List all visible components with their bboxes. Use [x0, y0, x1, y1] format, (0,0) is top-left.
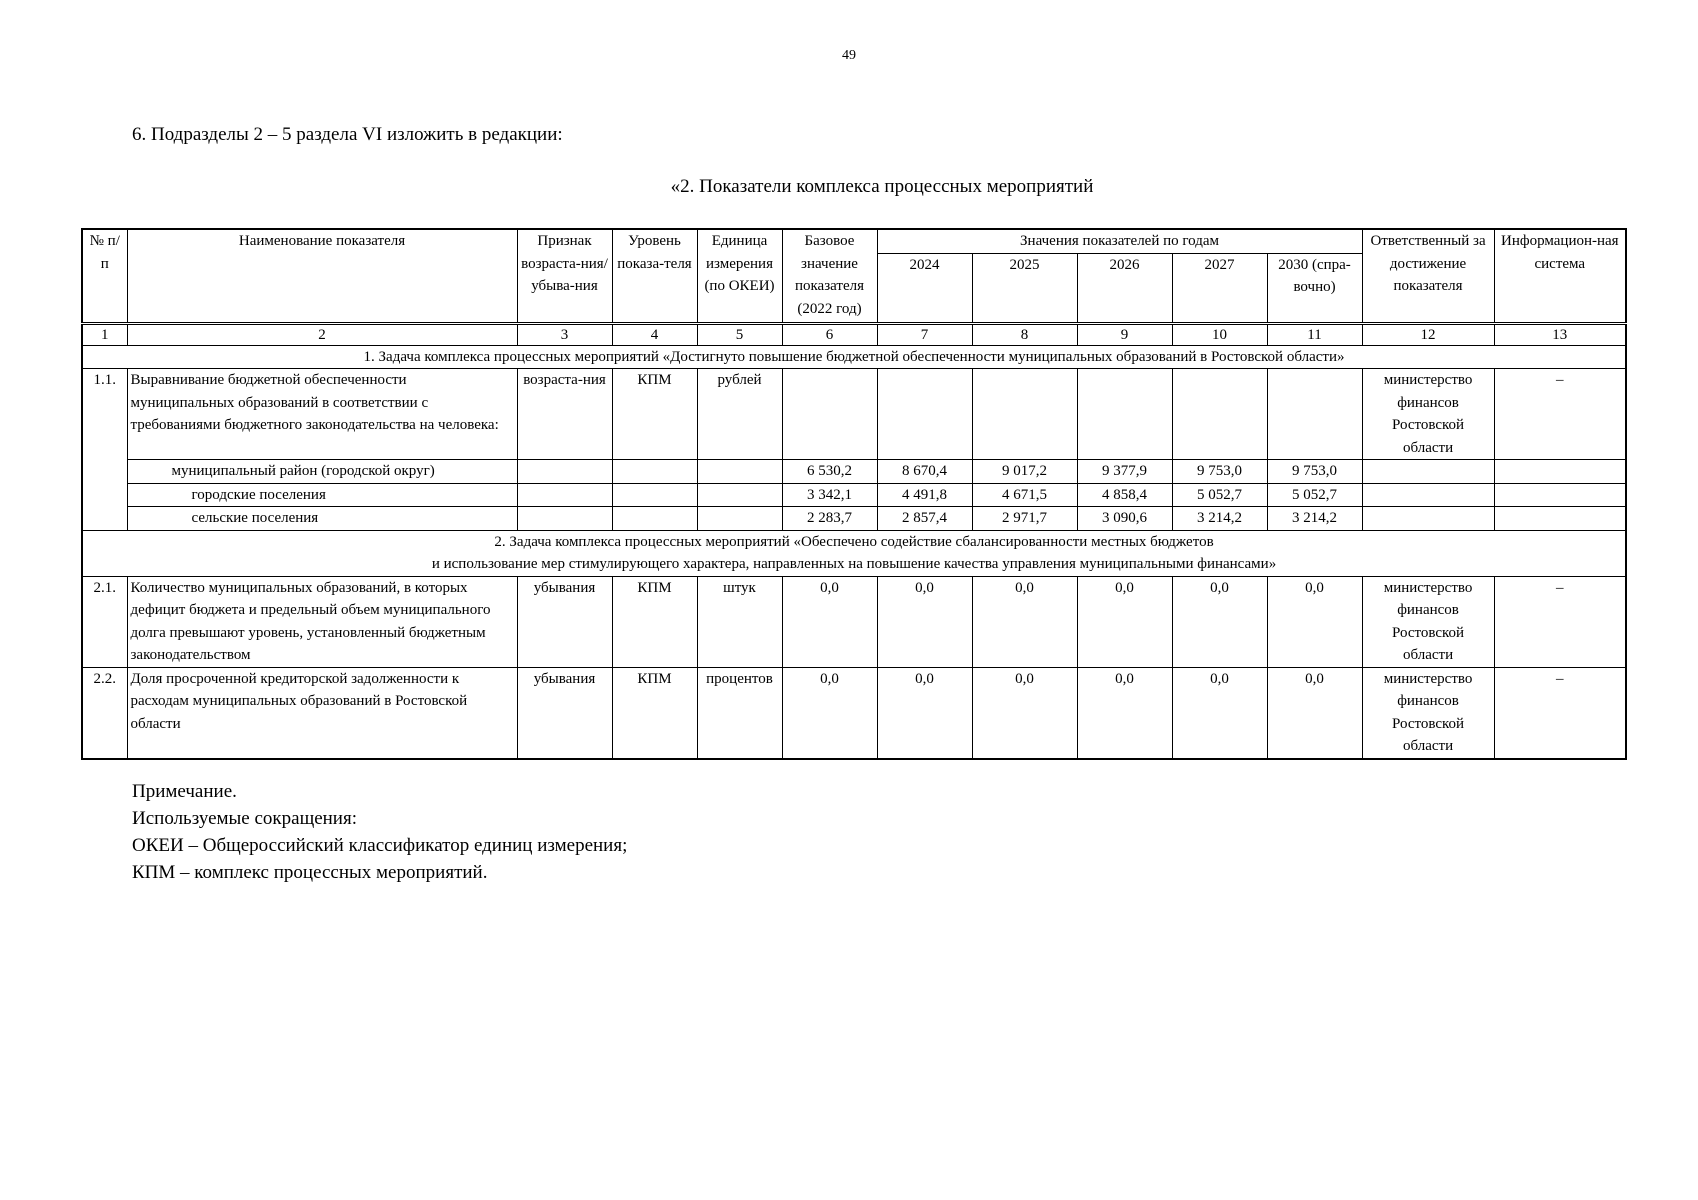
indicator-unit: рублей: [697, 369, 782, 460]
table-row: [82, 667, 1626, 759]
indicator-unit: процентов: [697, 667, 782, 759]
indicator-unit: штук: [697, 576, 782, 667]
column-number: 6: [782, 323, 877, 345]
task2-heading-line2: и использование мер стимулирующего характера, направленных на повышение качества управления муниципальными финансами»: [431, 556, 1277, 572]
empty-cell: [697, 483, 782, 507]
header-years-group: Значения показателей по годам: [877, 229, 1362, 253]
row-number: 2.1.: [82, 576, 127, 667]
row-number: 2.2.: [82, 667, 127, 759]
value-2024: 8 670,4: [877, 460, 972, 484]
value-base: 2 283,7: [782, 507, 877, 531]
empty-cell: [1077, 369, 1172, 460]
header-2026: 2026: [1077, 253, 1172, 323]
header-responsible: Ответственный за достижение показателя: [1362, 229, 1494, 323]
column-number: 5: [697, 323, 782, 345]
empty-cell: [612, 460, 697, 484]
value-2026: 0,0: [1077, 576, 1172, 667]
indicator-sign: убывания: [517, 576, 612, 667]
intro-text: 6. Подразделы 2 – 5 раздела VI изложить в редакции:: [132, 124, 563, 145]
value-base: 6 530,2: [782, 460, 877, 484]
column-number: 11: [1267, 323, 1362, 345]
notes-block: [132, 778, 627, 886]
empty-cell: [697, 507, 782, 531]
indicator-level: КПМ: [612, 576, 697, 667]
notes-title: Примечание.: [132, 781, 237, 802]
table-row: [82, 483, 1626, 507]
value-2027: 0,0: [1172, 667, 1267, 759]
task2-heading-line1: 2. Задача комплекса процессных мероприятий «Обеспечено содействие сбалансированности местных бюджетов: [494, 533, 1214, 550]
value-base: 3 342,1: [782, 483, 877, 507]
value-2024: 2 857,4: [877, 507, 972, 531]
column-number: 3: [517, 323, 612, 345]
value-2027: 0,0: [1172, 576, 1267, 667]
value-2025: 9 017,2: [972, 460, 1077, 484]
empty-cell: [1494, 507, 1626, 531]
column-number: 8: [972, 323, 1077, 345]
column-number: 12: [1362, 323, 1494, 345]
empty-cell: [612, 483, 697, 507]
value-2026: 9 377,9: [1077, 460, 1172, 484]
value-2030: 9 753,0: [1267, 460, 1362, 484]
indicator-responsible: министерство финансов Ростовской области: [1362, 369, 1494, 460]
indicator-name: Доля просроченной кредиторской задолженности к расходам муниципальных образований в Ростовской области: [127, 667, 517, 759]
column-number: 4: [612, 323, 697, 345]
value-2027: 5 052,7: [1172, 483, 1267, 507]
table-row: [82, 460, 1626, 484]
empty-cell: [1494, 460, 1626, 484]
column-number: 13: [1494, 323, 1626, 345]
indicator-sign: убывания: [517, 667, 612, 759]
indicator-sign: возраста-ния: [517, 369, 612, 460]
value-2024: 4 491,8: [877, 483, 972, 507]
header-name: Наименование показателя: [127, 229, 517, 323]
value-2027: 9 753,0: [1172, 460, 1267, 484]
value-2025: 4 671,5: [972, 483, 1077, 507]
value-2026: 4 858,4: [1077, 483, 1172, 507]
indicator-responsible: министерство финансов Ростовской области: [1362, 667, 1494, 759]
empty-cell: [1494, 483, 1626, 507]
header-unit: Единица измерения (по ОКЕИ): [697, 229, 782, 323]
value-2030: 3 214,2: [1267, 507, 1362, 531]
section-title: «2. Показатели комплекса процессных мероприятий: [670, 176, 1094, 197]
empty-cell: [1362, 507, 1494, 531]
table-row: [82, 507, 1626, 531]
value-2026: 0,0: [1077, 667, 1172, 759]
indicators-table: [81, 228, 1627, 760]
header-2024: 2024: [877, 253, 972, 323]
sub-indicator-name: муниципальный район (городской округ): [127, 460, 517, 484]
task2-heading: [82, 530, 1626, 576]
column-number: 10: [1172, 323, 1267, 345]
column-number: 2: [127, 323, 517, 345]
row-number: 1.1.: [82, 369, 127, 531]
empty-cell: [972, 369, 1077, 460]
header-2030: 2030 (спра-вочно): [1267, 253, 1362, 323]
table-row: [82, 576, 1626, 667]
empty-cell: [1267, 369, 1362, 460]
sub-indicator-name: городские поселения: [127, 483, 517, 507]
indicator-responsible: министерство финансов Ростовской области: [1362, 576, 1494, 667]
header-sign: Признак возраста-ния/убыва-ния: [517, 229, 612, 323]
header-row: [82, 229, 1626, 253]
value-2027: 3 214,2: [1172, 507, 1267, 531]
empty-cell: [1362, 460, 1494, 484]
value-2024: 0,0: [877, 667, 972, 759]
empty-cell: [697, 460, 782, 484]
column-number: 9: [1077, 323, 1172, 345]
sub-indicator-name: сельские поселения: [127, 507, 517, 531]
column-number: 1: [82, 323, 127, 345]
value-base: 0,0: [782, 576, 877, 667]
value-base: 0,0: [782, 667, 877, 759]
empty-cell: [517, 460, 612, 484]
header-level: Уровень показа-теля: [612, 229, 697, 323]
header-base: Базовое значение показателя (2022 год): [782, 229, 877, 323]
column-numbers-row: [82, 323, 1626, 345]
table-row: [82, 369, 1626, 460]
empty-cell: [782, 369, 877, 460]
indicator-level: КПМ: [612, 667, 697, 759]
notes-kpm: КПМ – комплекс процессных мероприятий.: [132, 862, 488, 883]
empty-cell: [612, 507, 697, 531]
indicator-infosys: –: [1494, 667, 1626, 759]
empty-cell: [877, 369, 972, 460]
value-2025: 0,0: [972, 576, 1077, 667]
task2-row: [82, 530, 1626, 576]
indicator-name: Количество муниципальных образований, в которых дефицит бюджета и предельный объем муниципального долга превышают уровень, установленный бюджетным законодательством: [127, 576, 517, 667]
empty-cell: [1362, 483, 1494, 507]
task1-row: [82, 345, 1626, 369]
value-2030: 0,0: [1267, 667, 1362, 759]
empty-cell: [517, 483, 612, 507]
indicator-level: КПМ: [612, 369, 697, 460]
header-num: № п/п: [82, 229, 127, 323]
value-2030: 5 052,7: [1267, 483, 1362, 507]
column-number: 7: [877, 323, 972, 345]
notes-okei: ОКЕИ – Общероссийский классификатор единиц измерения;: [132, 835, 628, 856]
indicator-infosys: –: [1494, 576, 1626, 667]
indicator-name: Выравнивание бюджетной обеспеченности муниципальных образований в соответствии с требованиями бюджетного законодательства на человека:: [127, 369, 517, 460]
task1-heading: 1. Задача комплекса процессных мероприятий «Достигнуто повышение бюджетной обеспеченности муниципальных образований в Ростовской области»: [82, 345, 1626, 369]
header-2025: 2025: [972, 253, 1077, 323]
value-2025: 0,0: [972, 667, 1077, 759]
empty-cell: [517, 507, 612, 531]
value-2030: 0,0: [1267, 576, 1362, 667]
indicator-infosys: –: [1494, 369, 1626, 460]
value-2025: 2 971,7: [972, 507, 1077, 531]
value-2026: 3 090,6: [1077, 507, 1172, 531]
empty-cell: [1172, 369, 1267, 460]
page-number: 49: [842, 48, 856, 63]
header-infosys: Информацион-ная система: [1494, 229, 1626, 323]
value-2024: 0,0: [877, 576, 972, 667]
header-2027: 2027: [1172, 253, 1267, 323]
notes-abbreviations-title: Используемые сокращения:: [132, 808, 357, 829]
